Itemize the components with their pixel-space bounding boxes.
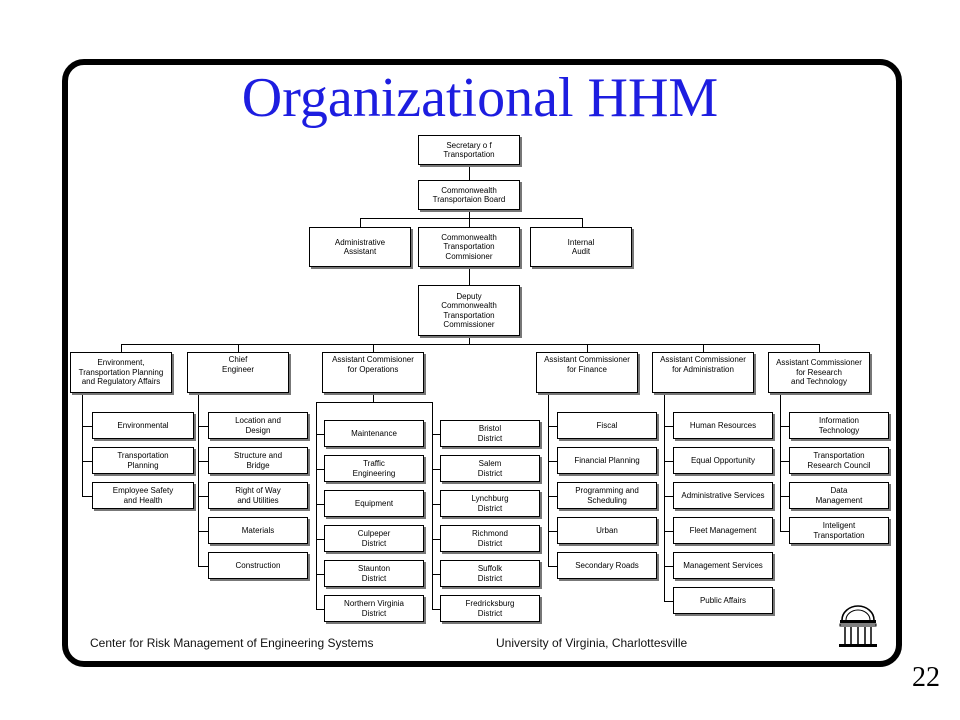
org-node-op9: Lynchburg District bbox=[440, 490, 540, 517]
org-node-sec: Secretary o f Transportation bbox=[418, 135, 520, 165]
org-node-op1: Maintenance bbox=[324, 420, 424, 447]
connector-line bbox=[780, 426, 789, 427]
connector-line bbox=[198, 496, 208, 497]
connector-line bbox=[664, 496, 673, 497]
org-node-fi1: Fiscal bbox=[557, 412, 657, 439]
connector-line bbox=[316, 609, 324, 610]
org-node-op10: Richmond District bbox=[440, 525, 540, 552]
connector-line bbox=[238, 344, 239, 352]
org-node-rt2: Transportation Research Council bbox=[789, 447, 889, 474]
org-node-fi4: Urban bbox=[557, 517, 657, 544]
org-node-fi2: Financial Planning bbox=[557, 447, 657, 474]
connector-line bbox=[316, 504, 324, 505]
org-node-chief: Chief Engineer bbox=[187, 352, 289, 393]
connector-line bbox=[82, 426, 92, 427]
connector-line bbox=[316, 434, 324, 435]
connector-line bbox=[582, 218, 583, 227]
org-node-deputy: Deputy Commonwealth Transportation Commissioner bbox=[418, 285, 520, 336]
connector-line bbox=[316, 469, 324, 470]
connector-line bbox=[316, 539, 324, 540]
org-node-env1: Environmental bbox=[92, 412, 194, 439]
org-node-rt: Assistant Commissioner for Research and Technology bbox=[768, 352, 870, 393]
org-node-op3: Equipment bbox=[324, 490, 424, 517]
connector-line bbox=[316, 574, 324, 575]
connector-line bbox=[780, 531, 789, 532]
org-node-rt1: Information Technology bbox=[789, 412, 889, 439]
connector-line bbox=[703, 344, 704, 352]
org-node-op8: Salem District bbox=[440, 455, 540, 482]
connector-line bbox=[432, 609, 440, 610]
slide-title: Organizational HHM bbox=[241, 67, 719, 129]
connector-line bbox=[548, 531, 557, 532]
org-node-ops: Assistant Commisioner for Operations bbox=[322, 352, 424, 393]
org-node-op2: Traffic Engineering bbox=[324, 455, 424, 482]
connector-line bbox=[198, 426, 208, 427]
connector-line bbox=[548, 496, 557, 497]
org-node-ce3: Right of Way and Utilities bbox=[208, 482, 308, 509]
connector-line bbox=[780, 461, 789, 462]
page-number: 22 bbox=[912, 662, 940, 693]
org-node-fin: Assistant Commissioner for Finance bbox=[536, 352, 638, 393]
connector-line bbox=[121, 344, 819, 345]
org-node-ad2: Equal Opportunity bbox=[673, 447, 773, 474]
org-node-op11: Suffolk District bbox=[440, 560, 540, 587]
org-node-ad5: Management Services bbox=[673, 552, 773, 579]
org-node-ctc: Commonwealth Transportation Commisioner bbox=[418, 227, 520, 267]
connector-line bbox=[432, 539, 440, 540]
org-node-adm-asst: Administrative Assistant bbox=[309, 227, 411, 267]
connector-line bbox=[548, 461, 557, 462]
org-node-fi5: Secondary Roads bbox=[557, 552, 657, 579]
connector-line bbox=[664, 531, 673, 532]
connector-line bbox=[469, 165, 470, 180]
connector-line bbox=[360, 218, 582, 219]
connector-line bbox=[548, 393, 549, 566]
connector-line bbox=[373, 344, 374, 352]
org-node-ad4: Fleet Management bbox=[673, 517, 773, 544]
org-node-ad6: Public Affairs bbox=[673, 587, 773, 614]
connector-line bbox=[82, 393, 83, 496]
connector-line bbox=[548, 566, 557, 567]
org-node-op4: Culpeper District bbox=[324, 525, 424, 552]
org-node-admin: Assistant Commissioner for Administration bbox=[652, 352, 754, 393]
connector-line bbox=[664, 601, 673, 602]
connector-line bbox=[198, 461, 208, 462]
org-node-fi3: Programming and Scheduling bbox=[557, 482, 657, 509]
org-node-env2: Transportation Planning bbox=[92, 447, 194, 474]
connector-line bbox=[432, 574, 440, 575]
org-node-env3: Employee Safety and Health bbox=[92, 482, 194, 509]
connector-line bbox=[548, 426, 557, 427]
connector-line bbox=[432, 434, 440, 435]
org-node-op5: Staunton District bbox=[324, 560, 424, 587]
connector-line bbox=[121, 344, 122, 352]
connector-line bbox=[780, 496, 789, 497]
org-node-env: Environment, Transportation Planning and Regulatory Affairs bbox=[70, 352, 172, 393]
connector-line bbox=[469, 336, 470, 344]
org-node-audit: Internal Audit bbox=[530, 227, 632, 267]
connector-line bbox=[198, 393, 199, 566]
connector-line bbox=[587, 344, 588, 352]
connector-line bbox=[432, 504, 440, 505]
connector-line bbox=[664, 461, 673, 462]
connector-line bbox=[198, 531, 208, 532]
org-node-ad3: Administrative Services bbox=[673, 482, 773, 509]
footer-left-text: Center for Risk Management of Engineering Systems bbox=[90, 636, 374, 650]
org-node-ce5: Construction bbox=[208, 552, 308, 579]
connector-line bbox=[360, 218, 361, 227]
org-node-ctb: Commonwealth Transportaion Board bbox=[418, 180, 520, 210]
connector-line bbox=[373, 393, 374, 402]
org-node-ce2: Structure and Bridge bbox=[208, 447, 308, 474]
connector-line bbox=[198, 566, 208, 567]
org-node-ce1: Location and Design bbox=[208, 412, 308, 439]
connector-line bbox=[82, 461, 92, 462]
org-node-ce4: Materials bbox=[208, 517, 308, 544]
org-node-rt4: Inteligent Transportation bbox=[789, 517, 889, 544]
org-node-op7: Bristol District bbox=[440, 420, 540, 447]
org-node-op12: Fredricksburg District bbox=[440, 595, 540, 622]
org-node-op6: Northern Virginia District bbox=[324, 595, 424, 622]
connector-line bbox=[432, 469, 440, 470]
connector-line bbox=[780, 393, 781, 531]
org-node-ad1: Human Resources bbox=[673, 412, 773, 439]
connector-line bbox=[82, 496, 92, 497]
org-node-rt3: Data Management bbox=[789, 482, 889, 509]
connector-line bbox=[316, 402, 433, 403]
connector-line bbox=[664, 566, 673, 567]
connector-line bbox=[819, 344, 820, 352]
connector-line bbox=[664, 426, 673, 427]
connector-line bbox=[664, 393, 665, 601]
rotunda-logo-icon bbox=[836, 600, 880, 648]
footer-right-text: University of Virginia, Charlottesville bbox=[496, 636, 688, 650]
connector-line bbox=[469, 267, 470, 285]
